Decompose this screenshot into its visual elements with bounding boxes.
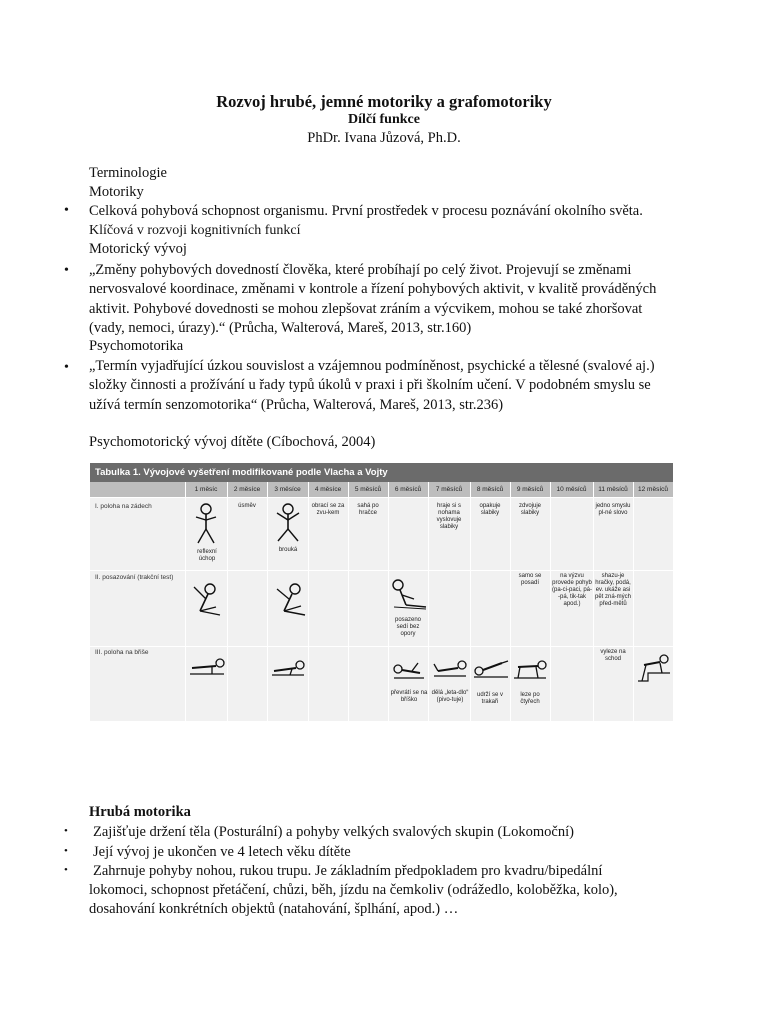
milestone-note: shazu-je hračky, podá, ev. ukáže asi pět zná-mých před-mětů	[595, 573, 632, 607]
milestone-note: sahá po hračce	[357, 503, 379, 516]
row-label: III. poloha na břiše	[95, 649, 149, 656]
milestone-note: posazeno sedí bez opory	[394, 617, 422, 637]
milestone-note: brouká	[278, 547, 298, 553]
month-header: 6 měsíců	[394, 486, 422, 493]
grid-line	[90, 570, 673, 571]
paragraph-line: Její vývoj je ukončen ve 4 letech věku dítěte	[93, 844, 351, 860]
month-header: 9 měsíců	[516, 486, 544, 493]
paragraph-line: lokomoci, schopnost přetáčení, chůzi, běh, jízdu na čemkoliv (odrážedlo, koloběžka, kolo),	[89, 882, 618, 898]
milestone-note: úsměv	[238, 503, 256, 509]
baby-supine-figure-icon	[194, 503, 218, 545]
bullet-marker: •	[64, 263, 69, 278]
baby-pull-to-sit-icon	[273, 581, 309, 621]
baby-airplane-icon	[432, 659, 468, 679]
months-header-row	[90, 482, 673, 497]
heading-terminologie: Terminologie	[89, 165, 167, 181]
baby-wheelbarrow-icon	[472, 659, 510, 679]
milestone-note: samo se posadí	[518, 573, 542, 586]
month-header: 5 měsíců	[354, 486, 382, 493]
grid-line	[227, 482, 228, 721]
paragraph-line: aktivit. Pohybové dovednosti se mohou zlepšovat zráním a výcvikem, mohou se také zhoršovat	[89, 300, 643, 317]
bullet-marker: •	[64, 825, 68, 837]
grid-line	[428, 482, 429, 721]
paragraph-line: Zahrnuje pohyby nohou, rukou trupu. Je základním předpokladem pro kvadru/bipedální	[93, 863, 603, 879]
grid-line	[593, 482, 594, 721]
bullet-marker: •	[64, 864, 68, 876]
grid-line	[470, 482, 471, 721]
paragraph-line: „Změny pohybových dovedností člověka, které probíhají po celý život. Projevují se změnami	[89, 262, 632, 278]
milestone-note: dělá „leta-dlo“ (pivo-tuje)	[431, 690, 469, 703]
paragraph-line: Celková pohybová schopnost organismu. První prostředek v procesu poznávání okolního světa.	[89, 203, 643, 219]
baby-rolling-icon	[392, 659, 426, 681]
grid-line	[90, 646, 673, 647]
milestone-note: vyleze na schod	[600, 649, 626, 662]
paragraph-line: užívá termín senzomotorika“ (Průcha, Walterová, Mareš, 2013, str.236)	[89, 396, 504, 413]
paragraph-line: (vady, nemoci, úrazy).“ (Průcha, Walterová, Mareš, 2013, str.160)	[89, 319, 472, 336]
heading-psychomotorika: Psychomotorika	[89, 338, 184, 354]
milestone-note: leze po čtyřech	[520, 692, 540, 705]
paragraph-line: nervosvalové koordinace, změnami v kontrole a řízení pohybových aktivit, v kvalitě prováděných	[89, 281, 657, 298]
month-header: 4 měsíce	[314, 486, 342, 493]
bullet-marker: •	[64, 203, 69, 218]
paragraph-line: Klíčová v rozvoji kognitivních funkcí	[89, 223, 301, 238]
document-title: Rozvoj hrubé, jemné motoriky a grafomotoriky	[216, 92, 552, 111]
grid-line	[348, 482, 349, 721]
milestone-note: na výzvu provede pohyb (pa-ci-paci, pá--pá, tik-tak apod.)	[552, 573, 593, 607]
baby-climbing-stairs-icon	[636, 653, 672, 685]
month-header: 11 měsíců	[598, 486, 628, 493]
baby-prone-icon	[188, 658, 226, 676]
month-header: 2 měsíce	[233, 486, 261, 493]
development-table-image	[90, 463, 673, 721]
grid-line	[185, 482, 186, 721]
document-author: PhDr. Ivana Jůzová, Ph.D.	[307, 130, 461, 146]
grid-line	[267, 482, 268, 721]
quote-motoricky-vyvoj	[89, 261, 689, 338]
heading-motoricky-vyvoj: Motorický vývoj	[89, 241, 187, 257]
baby-sitting-icon	[390, 577, 428, 613]
row-label: I. poloha na zádech	[95, 503, 152, 510]
paragraph-line: Zajišťuje držení těla (Posturální) a pohyby velkých svalových skupin (Lokomoční)	[93, 824, 574, 840]
row-label: II. posazování (trakční test)	[95, 574, 174, 581]
milestone-note: obrací se za zvu-kem	[311, 503, 345, 516]
bullet-marker: •	[64, 845, 68, 857]
baby-pull-to-sit-icon	[190, 581, 226, 621]
heading-hruba-motorika: Hrubá motorika	[89, 804, 191, 820]
paragraph-line: „Termín vyjadřující úzkou souvislost a vzájemnou podmíněnost, psychické a tělesné (svalové aj.)	[89, 358, 655, 374]
month-header: 8 měsíců	[476, 486, 504, 493]
grid-line	[90, 497, 673, 498]
table-caption: Tabulka 1. Vývojové vyšetření modifikované podle Vlacha a Vojty	[90, 463, 673, 482]
heading-psychomotoricky-vyvoj: Psychomotorický vývoj dítěte (Cíbochová, 2004)	[89, 434, 376, 450]
month-header: 12 měsíců	[638, 486, 668, 493]
milestone-note: jedno smyslu pl-né slovo	[595, 503, 631, 516]
baby-supine-figure-icon	[275, 503, 301, 545]
baby-crawling-icon	[512, 659, 548, 681]
month-header: 10 měsíců	[556, 486, 587, 493]
month-header: 1 měsíc	[194, 486, 218, 493]
grid-line	[510, 482, 511, 721]
milestone-note: opakuje slabiky	[479, 503, 501, 516]
grid-line	[388, 482, 389, 721]
baby-prone-icon	[270, 659, 306, 677]
milestone-note: udrží se v trakaři	[476, 692, 503, 705]
milestone-note: reflexní úchop	[197, 549, 217, 562]
grid-line	[633, 482, 634, 721]
quote-psychomotorika	[89, 357, 689, 415]
milestone-note: zdvojuje slabiky	[518, 503, 541, 516]
bullet-marker: •	[64, 360, 69, 375]
month-header: 7 měsíců	[435, 486, 463, 493]
month-header: 3 měsíce	[274, 486, 301, 493]
milestone-note: převrátí se na bříško	[390, 690, 428, 703]
grid-line	[550, 482, 551, 721]
document-subtitle: Dílčí funkce	[348, 112, 420, 127]
milestone-note: hraje si s nohama vyslovuje slabiky	[436, 503, 462, 530]
paragraph-line: dosahování konkrétních objektů (natahování, šplhání, apod.) …	[89, 901, 459, 917]
paragraph-line: složky činnosti a prožívání u řady typů úkolů v praxi i při školním učení. V podobném smyslu se	[89, 377, 651, 394]
heading-motoriky: Motoriky	[89, 184, 144, 200]
